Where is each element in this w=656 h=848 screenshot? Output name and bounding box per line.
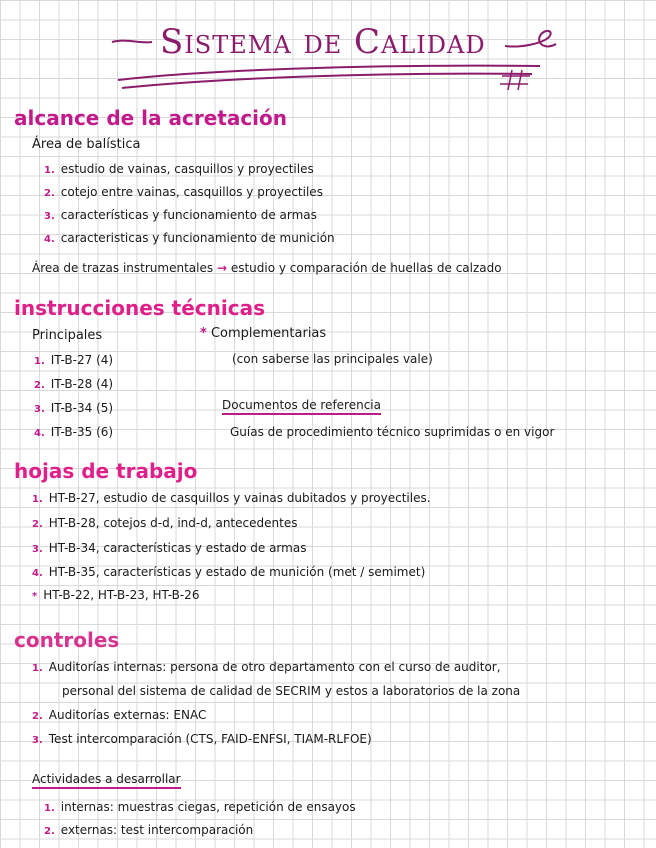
list-item [44,800,356,814]
list-item [44,162,314,176]
list-text: Auditorías internas: persona de otro departamento con el curso de auditor, [48,660,501,674]
list-text: Auditorías externas: ENAC [48,708,207,722]
list-number: 3. [32,544,43,555]
trazas-area-label: Área de trazas instrumentales [32,261,214,275]
list-number: 2. [34,380,45,391]
list-item [32,660,501,674]
list-text: IT-B-27 (4) [50,353,114,367]
trazas-line [32,261,502,275]
documentos-label [222,398,381,412]
list-item [32,491,431,505]
list-text: HT-B-22, HT-B-23, HT-B-26 [43,588,200,602]
list-text: estudio de vainas, casquillos y proyectiles [60,162,314,176]
arrow-right-icon: → [216,261,227,275]
list-number: 2. [32,519,43,530]
complementarias-line [200,326,326,341]
list-text: personal del sistema de calidad de SECRIM y estos a laboratorios de la zona [62,684,521,698]
list-text: caracteristicas y funcionamiento de munición [60,231,335,245]
list-number: 2. [44,826,55,837]
list-number: * [32,591,38,602]
list-number: 1. [44,165,55,176]
list-number: 1. [44,803,55,814]
list-number: 1. [34,356,45,367]
trazas-description: estudio y comparación de huellas de calzado [230,261,502,275]
list-item [32,565,425,579]
alcance-heading: alcance de la acretación [14,106,288,130]
list-item [32,732,372,746]
principales-label: Principales [32,328,103,343]
list-item [34,401,113,415]
list-number: 1. [32,663,43,674]
list-number: 3. [44,211,55,222]
list-item [32,516,297,530]
list-text: HT-B-34, características y estado de armas [48,541,307,555]
list-item [32,541,306,555]
list-text: características y funcionamiento de armas [60,208,317,222]
list-number: 4. [44,234,55,245]
list-item [44,208,317,222]
list-item [62,684,520,698]
list-text: internas: muestras ciegas, repetición de ensayos [60,800,356,814]
list-number: 3. [34,404,45,415]
list-number: 1. [32,494,43,505]
complementarias-label: Complementarias [210,326,327,341]
list-text: IT-B-34 (5) [50,401,114,415]
actividades-text: Actividades a desarrollar [32,772,181,789]
area-balistica-label: Área de balística [32,137,141,152]
list-text: Test intercomparación (CTS, FAID-ENFSI, TIAM-RLFOE) [48,732,372,746]
actividades-label [32,772,181,786]
list-number: 2. [32,711,43,722]
list-item [44,231,335,245]
list-item [34,353,113,367]
controles-heading: controles [14,628,120,652]
page-title: Sistema de Calidad [160,22,486,62]
list-item [44,185,323,199]
list-text: IT-B-28 (4) [50,377,114,391]
star-icon: * [200,326,207,341]
list-text: IT-B-35 (6) [50,425,114,439]
list-number: 4. [34,428,45,439]
list-item [32,708,206,722]
list-text: HT-B-28, cotejos d-d, ind-d, antecedentes [48,516,298,530]
list-text: HT-B-27, estudio de casquillos y vainas dubitados y proyectiles. [48,491,431,505]
list-text: externas: test intercomparación [60,823,254,837]
instrucciones-heading: instrucciones técnicas [14,296,265,320]
list-item [32,588,199,602]
list-item [34,425,113,439]
list-item [34,377,113,391]
list-number: 3. [32,735,43,746]
list-text: cotejo entre vainas, casquillos y proyectiles [60,185,323,199]
complementarias-note: (con saberse las principales vale) [232,352,433,366]
list-number: 4. [32,568,43,579]
list-text: HT-B-35, características y estado de munición (met / semimet) [48,565,426,579]
hojas-heading: hojas de trabajo [14,459,198,483]
list-item [44,823,253,837]
documentos-text: Documentos de referencia [222,398,381,415]
documentos-description: Guías de procedimiento técnico suprimidas o en vigor [230,425,555,439]
list-number: 2. [44,188,55,199]
